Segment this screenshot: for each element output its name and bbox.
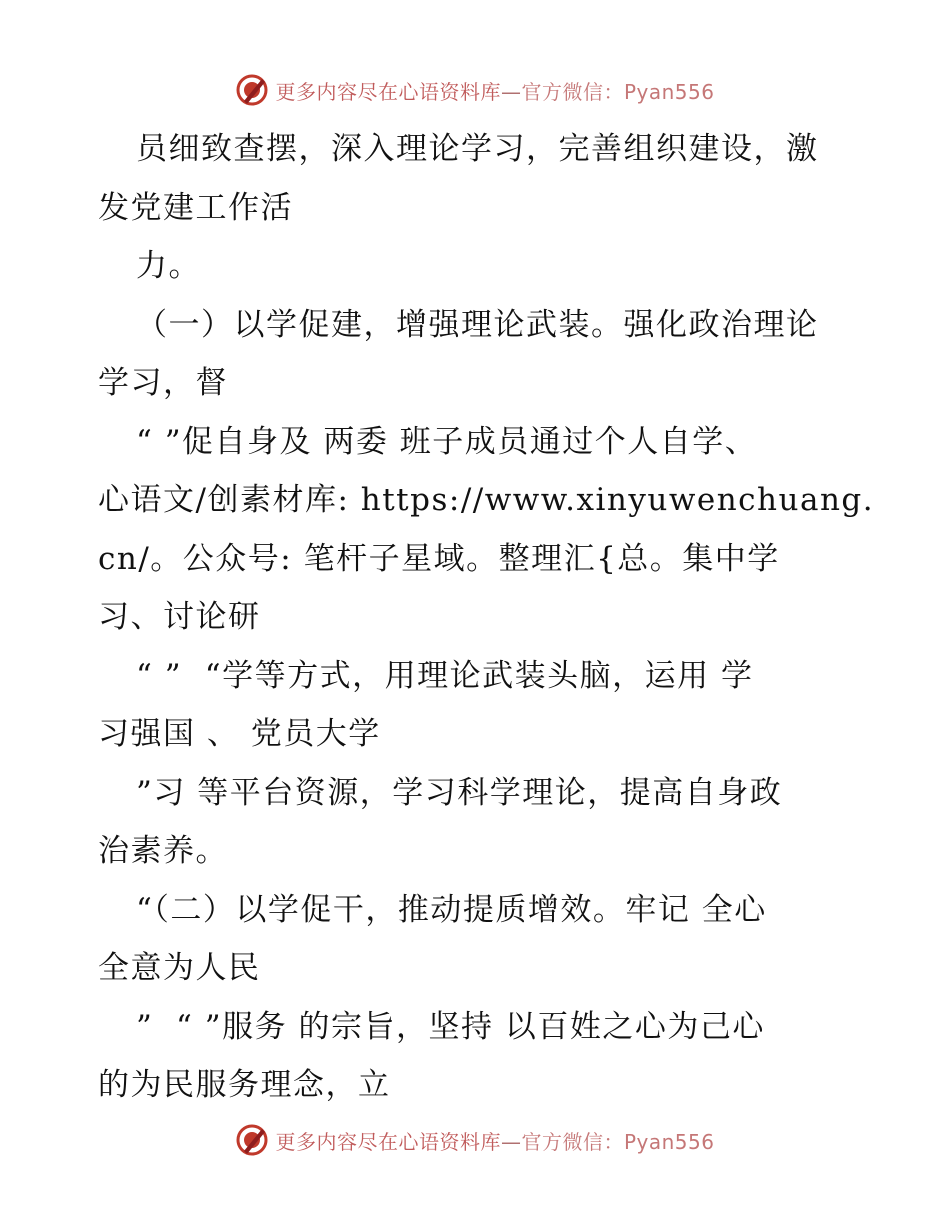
body-line-13: 治素养。 bbox=[98, 833, 228, 869]
body-line-17: 的为民服务理念，立 bbox=[98, 1067, 391, 1103]
body-line-11: 习强国 、 党员大学 bbox=[98, 716, 381, 752]
footer-banner-separator: — bbox=[500, 1129, 522, 1154]
body-line-1: 员细致查摆，深入理论学习，完善组织建设，激 bbox=[136, 131, 819, 167]
body-line-9: 习、讨论研 bbox=[98, 599, 261, 635]
body-line-3: 力。 bbox=[136, 248, 201, 284]
body-line-15: 全意为人民 bbox=[98, 950, 261, 986]
body-line-6: “ ”促自身及 两委 班子成员通过个人自学、 bbox=[136, 423, 758, 460]
body-line-7: 心语文/创素材库: https://www.xinyuwenchuang. bbox=[98, 482, 875, 518]
body-line-2: 发党建工作活 bbox=[98, 189, 293, 226]
body-line-4: （一）以学促建，增强理论武装。强化政治理论 bbox=[136, 306, 819, 343]
header-banner-wechat: 官方微信：Pyan556 bbox=[521, 79, 715, 104]
pen-logo-icon bbox=[235, 73, 269, 107]
header-banner bbox=[0, 70, 950, 110]
body-line-16: ” “ ”服务 的宗旨，坚持 以百姓之心为己心 bbox=[136, 1008, 765, 1045]
body-line-10: “ ” “学等方式，用理论武装头脑，运用 学 bbox=[136, 657, 754, 694]
footer-banner bbox=[0, 1120, 950, 1160]
body-line-5: 学习，督 bbox=[98, 365, 228, 401]
header-banner-separator: — bbox=[500, 79, 522, 104]
footer-banner-text bbox=[275, 1126, 714, 1155]
body-line-14: “（二）以学促干，推动提质增效。牢记 全心 bbox=[136, 891, 767, 928]
footer-banner-wechat: 官方微信：Pyan556 bbox=[521, 1129, 715, 1154]
document-body bbox=[98, 120, 875, 1115]
footer-banner-lead: 更多内容尽在心语资料库 bbox=[275, 1129, 501, 1154]
pen-logo-icon bbox=[235, 1123, 269, 1157]
header-banner-lead: 更多内容尽在心语资料库 bbox=[275, 79, 501, 104]
body-line-8: cn/。公众号: 笔杆子星域。整理汇{总。集中学 bbox=[98, 540, 780, 577]
header-banner-text bbox=[275, 76, 714, 105]
body-line-12: ”习 等平台资源，学习科学理论，提高自身政 bbox=[136, 774, 783, 811]
